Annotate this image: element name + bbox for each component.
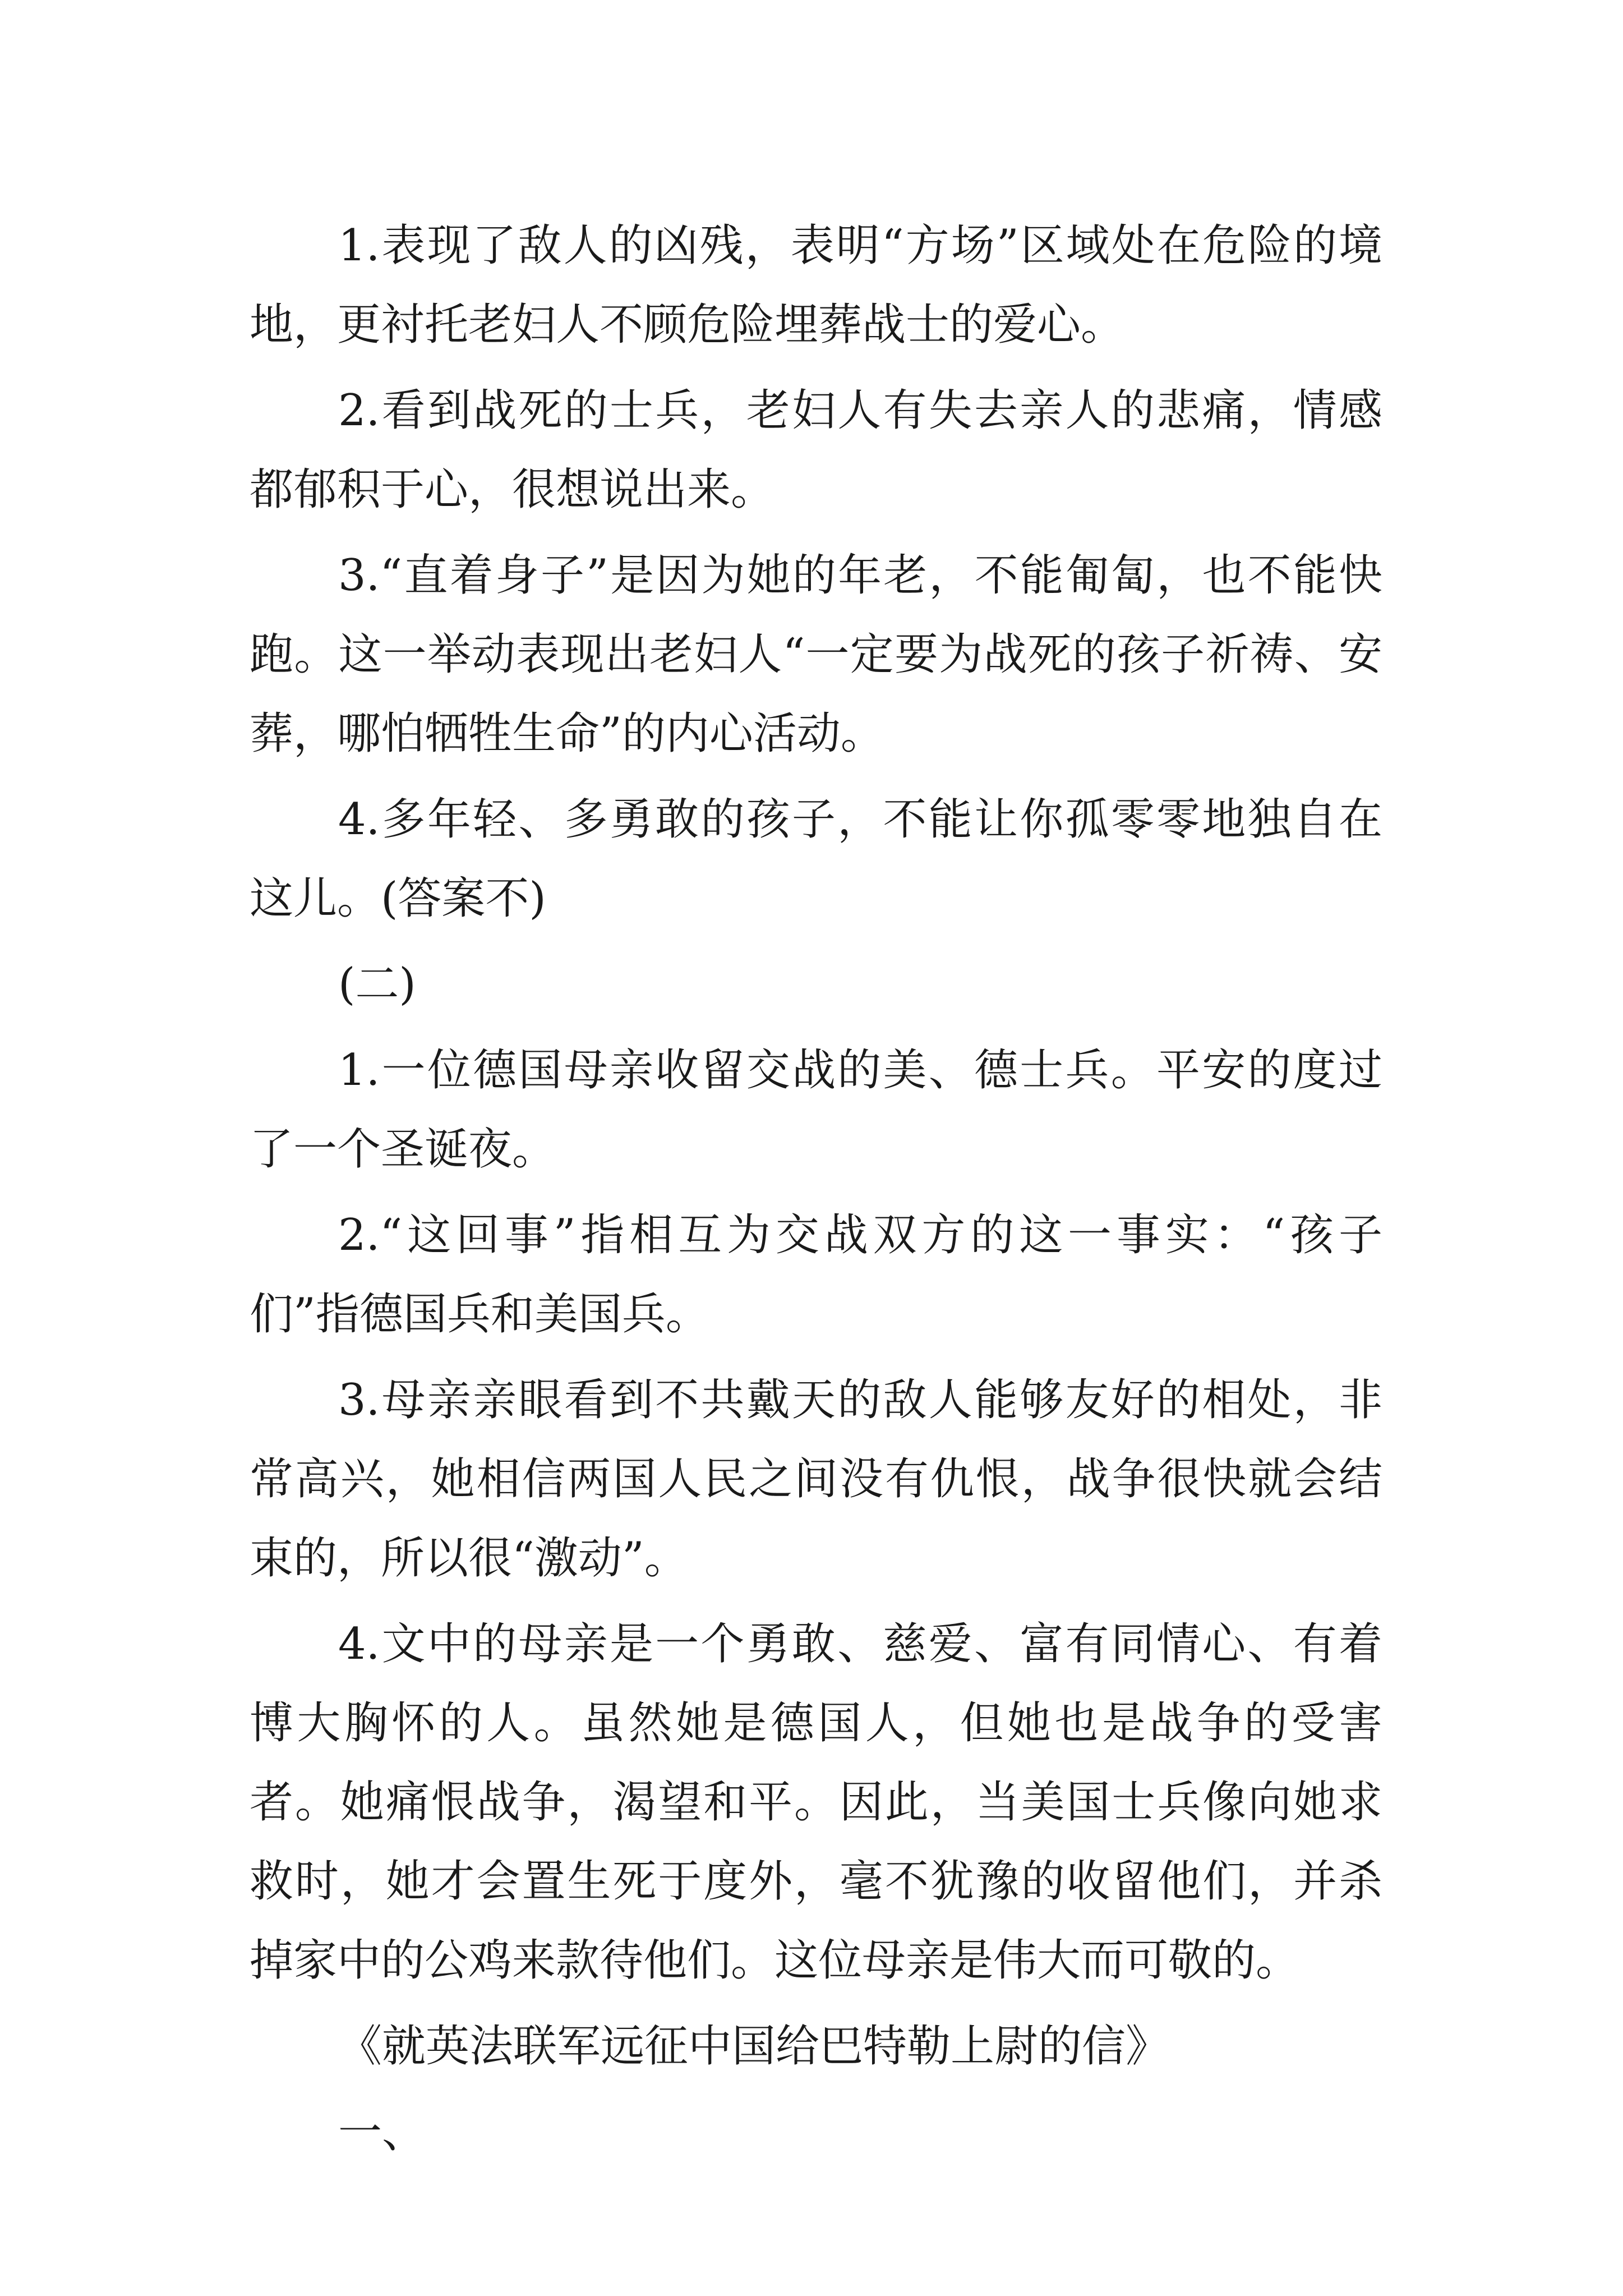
answer-paragraph-5: 1.一位德国母亲收留交战的美、德士兵。平安的度过了一个圣诞夜。 [250,1045,1382,1175]
answer-paragraph-1: 1.表现了敌人的凶残，表明“方场”区域处在危险的境地，更衬托老妇人不顾危险埋葬战士的爱心。 [250,220,1382,350]
section-heading-one: 一、 [338,2107,426,2157]
letter-title: 《就英法联军远征中国给巴特勒上尉的信》 [338,2021,1170,2072]
answer-paragraph-8: 4.文中的母亲是一个勇敢、慈爱、富有同情心、有着博大胸怀的人。虽然她是德国人，但她也是战争的受害者。她痛恨战争，渴望和平。因此，当美国士兵像向她求救时，她才会置生死于度外，毫不犹豫的收留他们，并杀掉家中的公鸡来款待他们。这位母亲是伟大而可敬的。 [250,1619,1382,1986]
answer-paragraph-3: 3.“直着身子”是因为她的年老，不能匍匐，也不能快跑。这一举动表现出老妇人“一定要为战死的孩子祈祷、安葬，哪怕牺牲生命”的内心活动。 [250,550,1382,759]
answer-paragraph-4: 4.多年轻、多勇敢的孩子，不能让你孤零零地独自在这儿。(答案不) [250,794,1382,924]
answer-paragraph-6: 2.“这回事”指相互为交战双方的这一事实：“孩子们”指德国兵和美国兵。 [250,1210,1382,1340]
document-body [250,206,1382,2179]
section-heading-two: (二) [338,959,416,1010]
answer-paragraph-7: 3.母亲亲眼看到不共戴天的敌人能够友好的相处，非常高兴，她相信两国人民之间没有仇恨，战争很快就会结束的，所以很“激动”。 [250,1375,1382,1584]
answer-paragraph-2: 2.看到战死的士兵，老妇人有失去亲人的悲痛，情感都郁积于心，很想说出来。 [250,385,1382,515]
